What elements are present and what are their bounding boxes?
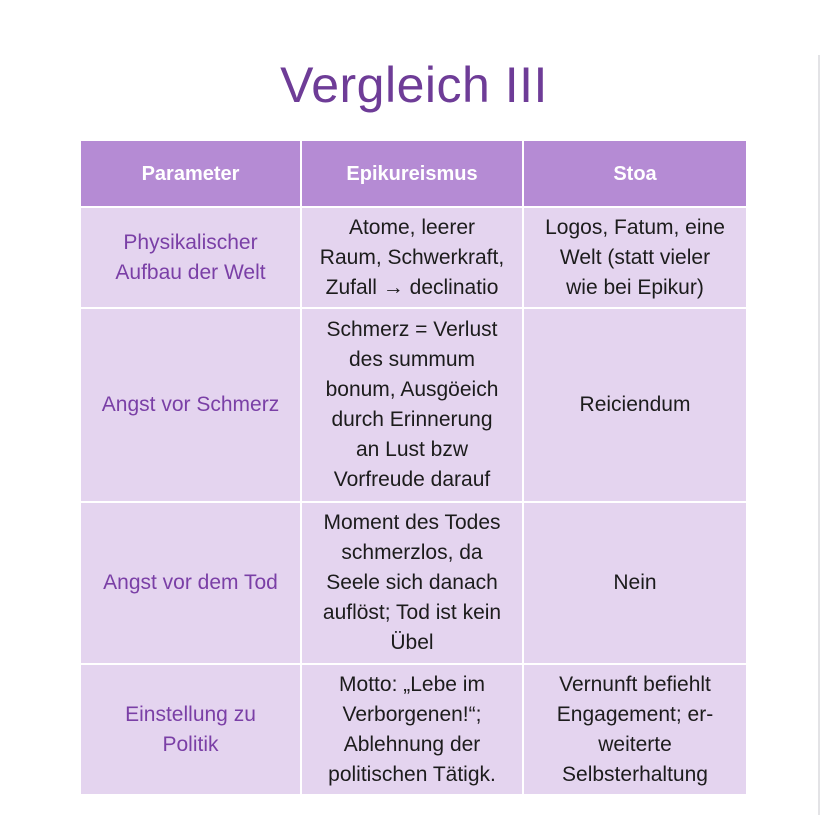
cell-line: Selbsterhaltung	[562, 762, 708, 786]
cell-line: Welt (statt vieler	[559, 245, 711, 269]
cell-stoa	[523, 207, 747, 308]
comparison-table	[79, 139, 748, 796]
header-stoa: Stoa	[523, 140, 747, 207]
table-row	[80, 207, 747, 308]
cell-epikureismus	[301, 207, 523, 308]
cell-line: Raum, Schwerkraft,	[319, 245, 505, 269]
cell-stoa	[523, 502, 747, 664]
cell-line: weiterte	[598, 732, 672, 756]
cell-epikureismus	[301, 502, 523, 664]
cell-line: Übel	[390, 631, 434, 654]
slide-edge-divider	[818, 55, 820, 815]
cell-line: an Lust bzw	[355, 438, 469, 461]
cell-line: Verborgenen!“;	[342, 702, 482, 726]
table-row	[80, 502, 747, 664]
cell-epikureismus	[301, 664, 523, 795]
cell-line: Reiciendum	[579, 393, 691, 416]
header-epikureismus: Epikureismus	[301, 140, 523, 207]
cell-line: Physikalischer	[123, 230, 258, 254]
cell-line: Angst vor dem Tod	[103, 571, 278, 594]
table-row	[80, 664, 747, 795]
cell-parameter	[80, 207, 301, 308]
cell-line: Nein	[613, 571, 657, 594]
cell-line: bonum, Ausgöeich	[325, 378, 499, 401]
cell-line: wie bei Epikur)	[566, 275, 704, 299]
table-row	[80, 308, 747, 502]
cell-line: Seele sich danach	[326, 571, 498, 594]
cell-line: Zufall → declinatio	[325, 275, 499, 299]
cell-stoa	[523, 664, 747, 795]
cell-line: politischen Tätigk.	[328, 762, 496, 786]
slide-title: Vergleich III	[280, 57, 548, 113]
cell-line: Vorfreude darauf	[333, 468, 491, 491]
cell-line: Ablehnung der	[343, 732, 481, 756]
cell-line: Politik	[162, 732, 219, 756]
cell-line: Motto: „Lebe im	[339, 672, 485, 696]
header-parameter: Parameter	[80, 140, 301, 207]
cell-line: Aufbau der Welt	[115, 260, 266, 284]
cell-stoa	[523, 308, 747, 502]
cell-line: Schmerz = Verlust	[326, 318, 498, 341]
cell-parameter	[80, 664, 301, 795]
cell-line: schmerzlos, da	[341, 541, 483, 564]
cell-parameter	[80, 502, 301, 664]
cell-line: Engagement; er-	[556, 702, 714, 726]
cell-line: Moment des Todes	[323, 511, 501, 534]
cell-line: Logos, Fatum, eine	[545, 215, 725, 239]
cell-line: Einstellung zu	[125, 702, 256, 726]
cell-parameter	[80, 308, 301, 502]
cell-line: durch Erinnerung	[331, 408, 493, 431]
cell-line: des summum	[348, 348, 476, 371]
cell-line: Atome, leerer	[348, 215, 476, 239]
table-header-row	[80, 140, 747, 207]
cell-line: Angst vor Schmerz	[101, 393, 280, 416]
cell-line: Vernunft befiehlt	[559, 672, 711, 696]
cell-epikureismus	[301, 308, 523, 502]
cell-line: auflöst; Tod ist kein	[322, 601, 502, 624]
